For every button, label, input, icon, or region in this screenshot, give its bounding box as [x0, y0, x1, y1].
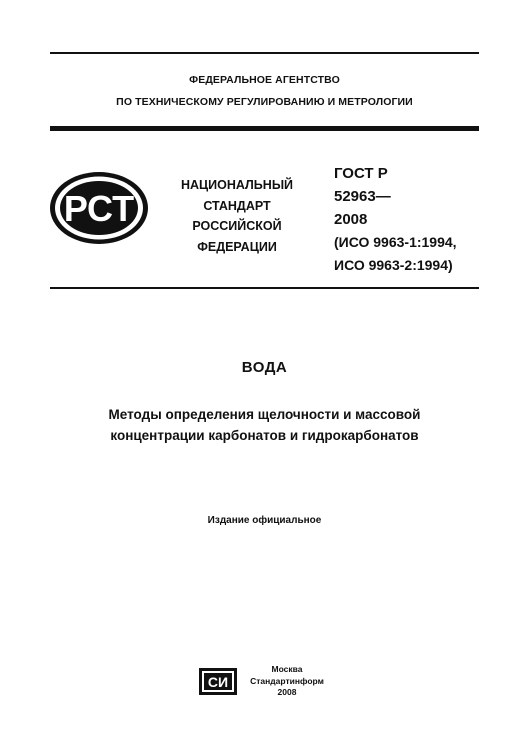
subtitle-line2: концентрации карбонатов и гидрокарбонатов: [110, 428, 419, 443]
standard-designation: ГОСТ Р: [334, 165, 388, 182]
national-line: НАЦИОНАЛЬНЫЙ: [180, 178, 294, 192]
standard-year: 2008: [334, 211, 368, 228]
publisher-info: [241, 664, 333, 699]
publisher-name: Стандартинформ: [250, 675, 324, 686]
agency-name-line2: ПО ТЕХНИЧЕСКОМУ РЕГУЛИРОВАНИЮ И МЕТРОЛОГИИ: [116, 96, 413, 108]
subtitle-line1: Методы определения щелочности и массовой: [108, 407, 421, 422]
agency-name-line1: ФЕДЕРАЛЬНОЕ АГЕНТСТВО: [189, 74, 340, 86]
standard-number: 52963—: [334, 188, 391, 205]
publisher-year: 2008: [277, 687, 297, 697]
document-subtitle: [0, 404, 529, 446]
standard-designation-block: [334, 162, 494, 277]
national-standard-block: [168, 175, 306, 257]
iso-reference-line2: ИСО 9963-2:1994): [334, 257, 453, 273]
national-line: РОССИЙСКОЙ: [192, 219, 282, 233]
publisher-logo-letters: СИ: [207, 674, 229, 690]
gost-r-logo-icon: [48, 170, 150, 246]
national-line: ФЕДЕРАЦИИ: [197, 239, 277, 254]
publisher-city: Москва: [271, 664, 303, 674]
middle-rule: [50, 287, 479, 289]
top-rule: [50, 52, 479, 54]
header-thick-rule: [50, 126, 479, 131]
edition-label: Издание официальное: [207, 515, 322, 526]
iso-reference-line1: (ИСО 9963-1:1994,: [334, 234, 457, 250]
publisher-logo-icon: [198, 667, 238, 696]
document-title: ВОДА: [241, 359, 288, 376]
national-line: СТАНДАРТ: [203, 198, 271, 213]
logo-letters: РСТ: [63, 188, 135, 229]
